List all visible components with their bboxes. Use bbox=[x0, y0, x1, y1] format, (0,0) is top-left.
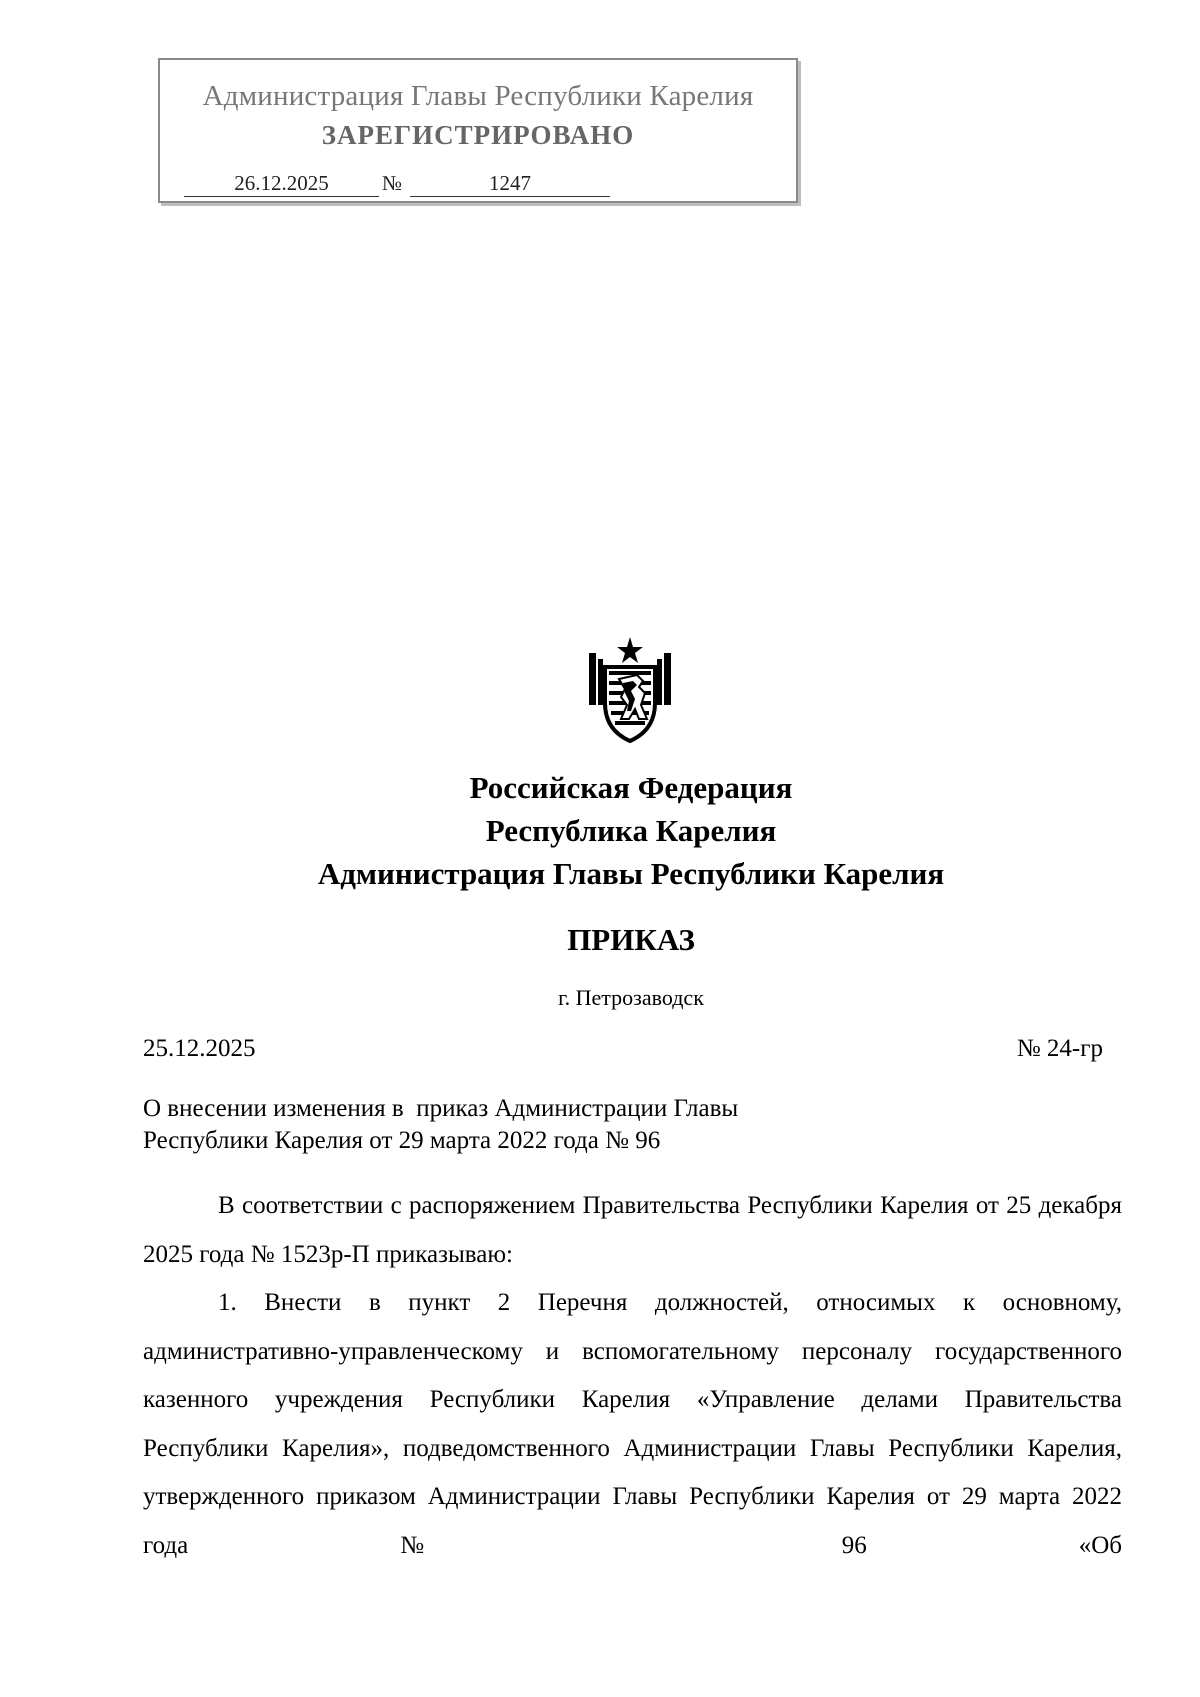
document-date: 25.12.2025 bbox=[143, 1035, 256, 1062]
body-paragraph: В соответствии с распоряжением Правительства Республики Карелия от 25 декабря 2025 года № 1523р-П приказываю: bbox=[143, 1192, 1122, 1268]
stamp-organization: Администрация Главы Республики Карелия bbox=[202, 80, 754, 112]
document-subject bbox=[143, 1093, 843, 1157]
authority-heading: Администрация Главы Республики Карелия bbox=[317, 856, 945, 891]
subject-line: О внесении изменения в приказ Администрации Главы bbox=[143, 1095, 739, 1122]
registration-stamp bbox=[158, 58, 798, 203]
stamp-status: ЗАРЕГИСТРИРОВАНО bbox=[321, 120, 635, 150]
subject-line: Республики Карелия от 29 марта 2022 года № 96 bbox=[143, 1127, 661, 1154]
country-heading: Российская Федерация bbox=[469, 770, 793, 805]
document-type-title: ПРИКАЗ bbox=[567, 922, 695, 957]
body-paragraph: 1. Внести в пункт 2 Перечня должностей, относимых к основному, административно-управленческому и вспомогательному персоналу государственного казенного учреждения Республики Карелия «Управление делами Правительства Республики Карелия», подведомственного Администрации Главы Республики Карелия, утвержденного приказом Администрации Главы Республики Карелия от 29 марта 2022 года № 96 «Об bbox=[143, 1289, 1122, 1559]
region-heading: Республика Карелия bbox=[485, 813, 777, 848]
stamp-date: 26.12.2025 bbox=[184, 170, 379, 197]
city-label: г. Петрозаводск bbox=[558, 985, 704, 1010]
stamp-number: 1247 bbox=[410, 170, 610, 197]
document-number: № 24-гр bbox=[1016, 1035, 1103, 1062]
stamp-number-sign: № bbox=[382, 171, 403, 195]
karelia-coat-of-arms-icon bbox=[585, 635, 675, 745]
